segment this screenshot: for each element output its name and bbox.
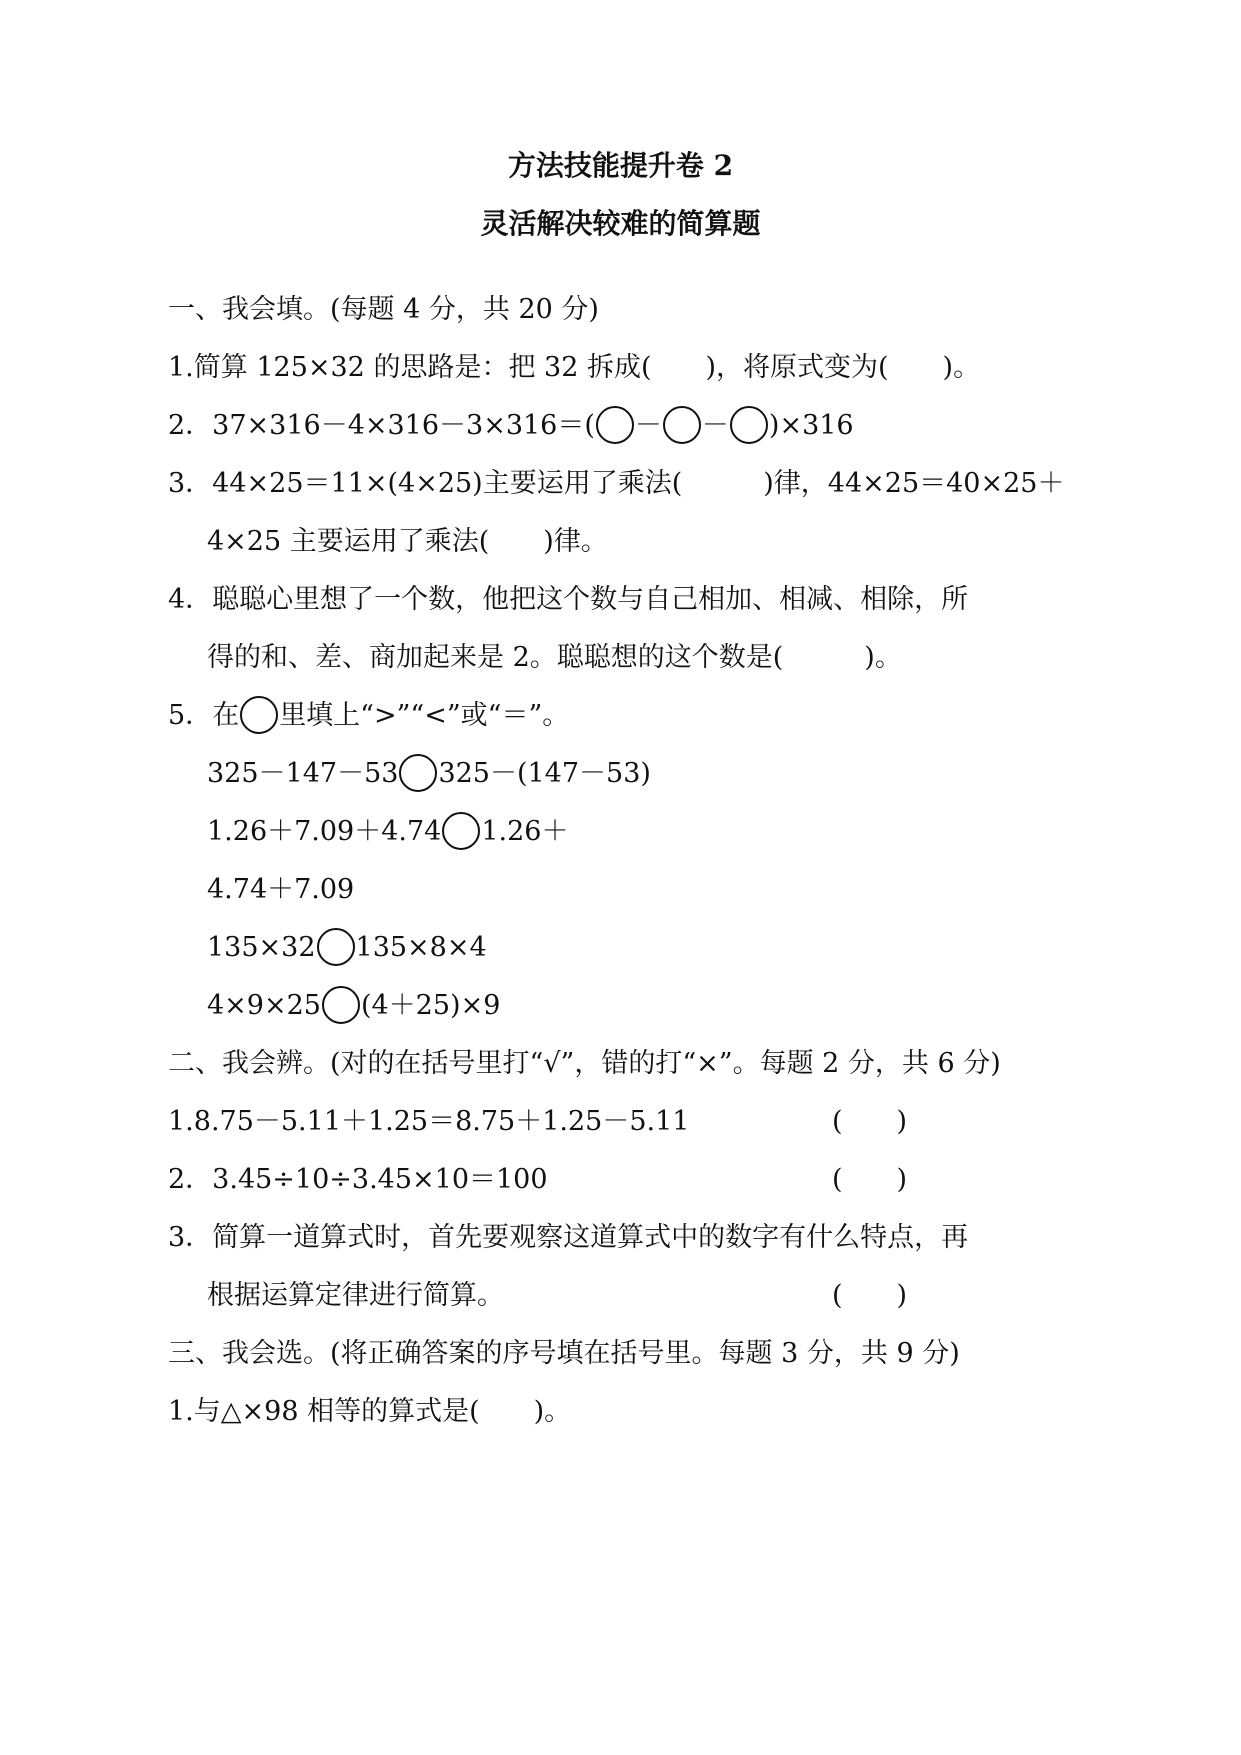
- minus-sign: －: [634, 410, 662, 441]
- compare-left: 325－147－53: [207, 758, 399, 789]
- compare-right: 325－(147－53): [438, 758, 651, 789]
- s2-answer-blank-3[interactable]: ( ): [832, 1280, 908, 1311]
- q5-suffix: 里填上“>”“<”或“＝”。: [279, 700, 570, 731]
- q5-prefix: 5．在: [168, 700, 240, 731]
- s2-question-2: 2．3.45÷10÷3.45×10＝100: [168, 1164, 548, 1195]
- s2-answer-blank-2[interactable]: ( ): [832, 1164, 908, 1195]
- s1-question-2: [168, 406, 854, 446]
- s1-question-4-line1: 4．聪聪心里想了一个数，他把这个数与自己相加、相减、相除，所: [168, 584, 969, 615]
- page-subtitle: 灵活解决较难的简算题: [480, 207, 761, 240]
- s1-question-1: 1.简算 125×32 的思路是：把 32 拆成( )，将原式变为( )。: [168, 352, 981, 383]
- compare-row-2: [207, 812, 568, 852]
- compare-circle[interactable]: [442, 812, 480, 850]
- minus-sign: －: [701, 410, 729, 441]
- compare-right: 135×8×4: [355, 932, 487, 963]
- compare-row-2-continuation: 4.74＋7.09: [207, 874, 355, 905]
- compare-right: (4＋25)×9: [360, 990, 501, 1021]
- s2-question-1: 1.8.75－5.11＋1.25＝8.75＋1.25－5.11: [168, 1106, 690, 1137]
- answer-circle[interactable]: [663, 406, 701, 444]
- answer-circle[interactable]: [596, 406, 634, 444]
- s3-question-1: 1.与△×98 相等的算式是( )。: [168, 1396, 572, 1427]
- s2-question-3-line1: 3．简算一道算式时，首先要观察这道算式中的数字有什么特点，再: [168, 1222, 969, 1253]
- circle-symbol: [240, 696, 278, 734]
- compare-row-3: [207, 928, 487, 968]
- compare-row-4: [207, 986, 500, 1026]
- q2-prefix: 2．37×316－4×316－3×316＝(: [168, 410, 595, 441]
- q2-suffix: )×316: [768, 410, 854, 441]
- section2-heading: 二、我会辨。(对的在括号里打“√”，错的打“×”。每题 2 分，共 6 分): [168, 1048, 1001, 1079]
- compare-circle[interactable]: [399, 754, 437, 792]
- compare-left: 4×9×25: [207, 990, 321, 1021]
- section3-heading: 三、我会选。(将正确答案的序号填在括号里。每题 3 分，共 9 分): [168, 1338, 960, 1369]
- s2-answer-blank-1[interactable]: ( ): [832, 1106, 908, 1137]
- compare-circle[interactable]: [317, 928, 355, 966]
- s1-question-3-line1: 3．44×25＝11×(4×25)主要运用了乘法( )律，44×25＝40×25＋: [168, 468, 1065, 499]
- answer-circle[interactable]: [730, 406, 768, 444]
- compare-left: 1.26＋7.09＋4.74: [207, 816, 442, 847]
- compare-row-1: [207, 754, 651, 794]
- section1-heading: 一、我会填。(每题 4 分，共 20 分): [168, 294, 599, 325]
- compare-circle[interactable]: [322, 986, 360, 1024]
- page-title: 方法技能提升卷 2: [507, 149, 734, 182]
- s1-question-5: [168, 696, 569, 736]
- s1-question-3-line2: 4×25 主要运用了乘法( )律。: [207, 526, 608, 557]
- s2-question-3-line2: 根据运算定律进行简算。: [207, 1280, 504, 1311]
- s1-question-4-line2: 得的和、差、商加起来是 2。聪聪想的这个数是( )。: [207, 642, 902, 673]
- compare-left: 135×32: [207, 932, 316, 963]
- compare-right: 1.26＋: [481, 816, 569, 847]
